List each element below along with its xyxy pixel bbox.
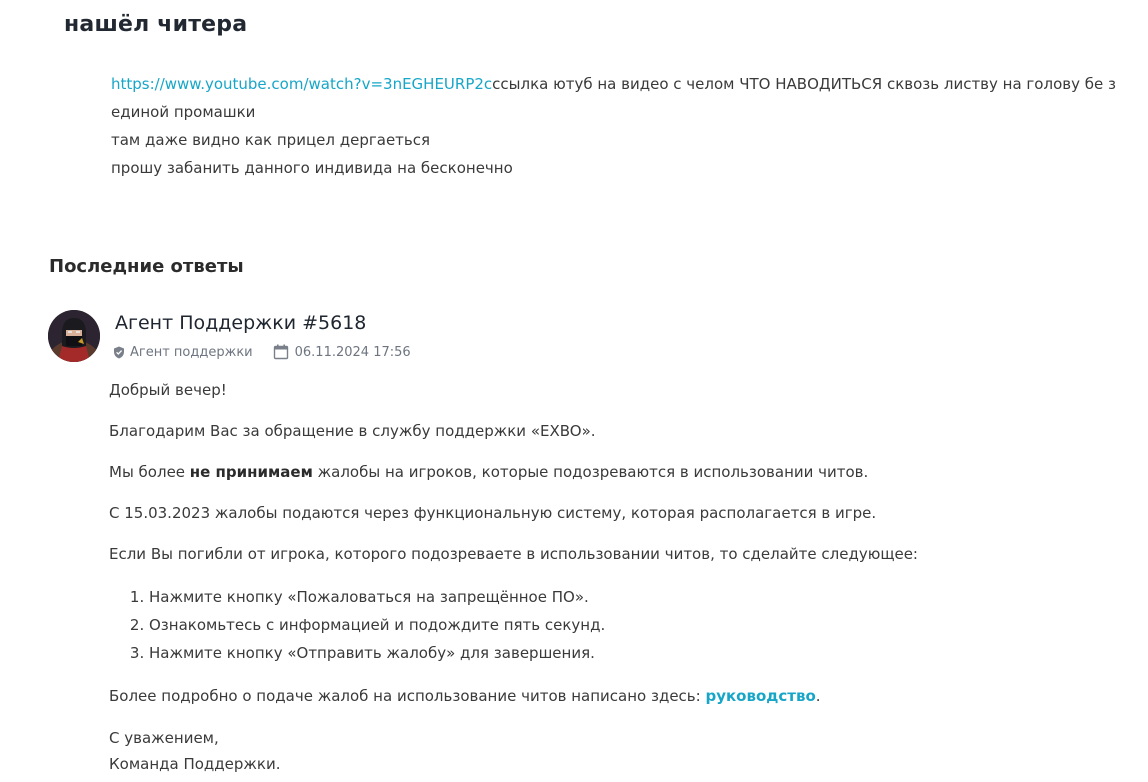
ticket-text-line-1-rest: ссылка ютуб на видео с челом ЧТО НАВОДИТЬСЯ сквозь листву на голову бе з единой промашки [111, 75, 1116, 121]
reply-emphasis: не принимаем [189, 463, 313, 481]
ticket-text-line-3: прошу забанить данного индивида на бесконечно [111, 159, 513, 177]
reply-p6-before: Более подробно о подаче жалоб на использование читов написано здесь: [109, 687, 706, 705]
step-item: 1. Нажмите кнопку «Пожаловаться на запрещённое ПО». [149, 583, 1139, 611]
reply-sign-line-1: С уважением, [109, 729, 219, 747]
author-role [113, 345, 253, 360]
reply-paragraph-date: С 15.03.2023 жалобы подаются через функциональную систему, которая располагается в игре. [109, 504, 877, 522]
guide-link[interactable]: руководство [705, 687, 816, 705]
reply-sign-line-2: Команда Поддержки. [109, 755, 281, 773]
reply-paragraph-guide [109, 684, 1139, 708]
avatar [48, 310, 100, 362]
reply-paragraph-instructions: Если Вы погибли от игрока, которого подозреваете в использовании читов, то сделайте следующее: [109, 545, 918, 563]
reply-p3-before: Мы более [109, 463, 190, 481]
latest-replies-title: Последние ответы [49, 256, 244, 277]
reply-meta [113, 344, 411, 360]
ticket-text-line-1 [111, 70, 1148, 126]
author-name: Агент Поддержки #5618 [115, 312, 367, 334]
avatar-image [48, 310, 100, 362]
step-item: 2. Ознакомьтесь с информацией и подождите пять секунд. [149, 611, 1139, 639]
reply-date [273, 344, 411, 360]
reply-greeting: Добрый вечер! [109, 381, 227, 399]
reply-p3-after: жалобы на игроков, которые подозреваются в использовании читов. [312, 463, 869, 481]
steps-list [109, 583, 1139, 667]
reply-thanks: Благодарим Вас за обращение в службу поддержки «EXBO». [109, 422, 596, 440]
shield-icon [113, 346, 125, 359]
reply-message [109, 378, 1139, 777]
ticket-body [111, 70, 1148, 182]
author-role-label: Агент поддержки [130, 344, 253, 360]
ticket-title: нашёл читера [64, 12, 248, 37]
ticket-video-link[interactable]: https://www.youtube.com/watch?v=3nEGHEURP2c [111, 75, 493, 93]
calendar-icon [273, 344, 289, 360]
reply-paragraph-not-accepted [109, 460, 1139, 484]
ticket-text-line-2: там даже видно как прицел дергаеться [111, 131, 431, 149]
reply-date-label: 06.11.2024 17:56 [294, 344, 411, 360]
reply-p6-after: . [815, 687, 821, 705]
step-item: 3. Нажмите кнопку «Отправить жалобу» для завершения. [149, 639, 1139, 667]
